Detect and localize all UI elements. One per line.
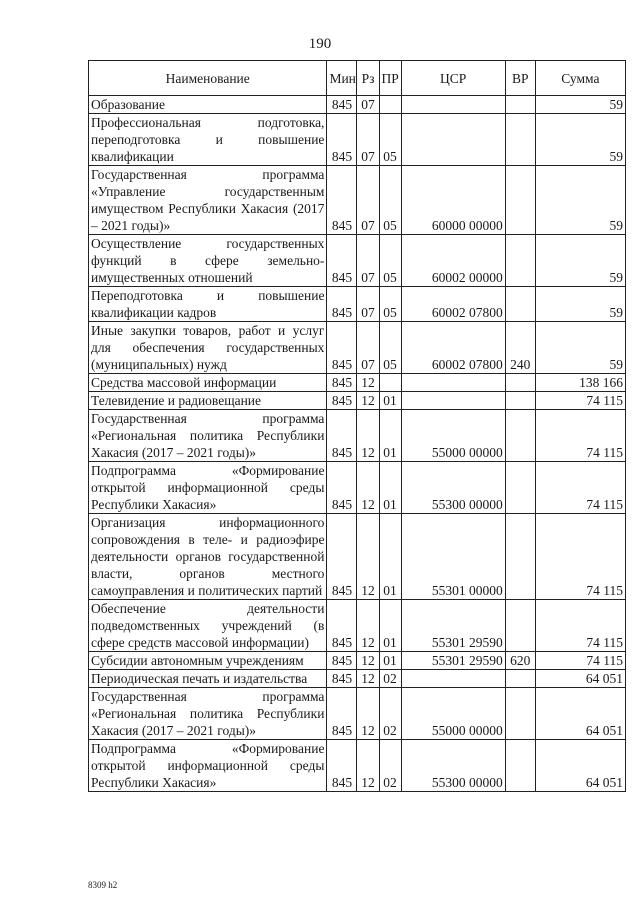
cell-min: 845 <box>327 287 357 322</box>
table-row <box>89 514 626 600</box>
cell-rz: 07 <box>357 287 379 322</box>
cell-vr <box>505 514 535 600</box>
cell-rz: 12 <box>357 374 379 392</box>
cell-name: Образование <box>89 96 327 114</box>
header-pr: ПР <box>379 61 401 96</box>
cell-rz: 07 <box>357 96 379 114</box>
cell-name: Подпрограмма «Формирование открытой информационной среды Республики Хакасия» <box>89 462 327 514</box>
cell-pr: 05 <box>379 322 401 374</box>
cell-pr <box>379 374 401 392</box>
cell-pr: 01 <box>379 514 401 600</box>
cell-name: Государственная программа «Управление государственным имуществом Республики Хакасия (2017 – 2021 годы)» <box>89 166 327 235</box>
cell-vr <box>505 374 535 392</box>
cell-sum: 64 051 <box>535 740 625 792</box>
cell-sum: 74 115 <box>535 600 625 652</box>
cell-csr <box>401 374 505 392</box>
cell-sum: 74 115 <box>535 392 625 410</box>
cell-sum: 64 051 <box>535 670 625 688</box>
cell-pr: 02 <box>379 740 401 792</box>
cell-rz: 12 <box>357 392 379 410</box>
cell-rz: 12 <box>357 740 379 792</box>
cell-name: Обеспечение деятельности подведомственных учреждений (в сфере средств массовой информации) <box>89 600 327 652</box>
cell-name: Средства массовой информации <box>89 374 327 392</box>
cell-name: Осуществление государственных функций в сфере земельно-имущественных отношений <box>89 235 327 287</box>
cell-rz: 07 <box>357 166 379 235</box>
cell-csr <box>401 670 505 688</box>
cell-min: 845 <box>327 670 357 688</box>
cell-name: Субсидии автономным учреждениям <box>89 652 327 670</box>
cell-pr: 01 <box>379 392 401 410</box>
cell-vr <box>505 462 535 514</box>
footer-code: 8309 h2 <box>88 880 118 890</box>
cell-sum: 138 166 <box>535 374 625 392</box>
cell-vr <box>505 114 535 166</box>
cell-name: Профессиональная подготовка, переподготовка и повышение квалификации <box>89 114 327 166</box>
cell-csr <box>401 96 505 114</box>
cell-rz: 12 <box>357 514 379 600</box>
cell-min: 845 <box>327 392 357 410</box>
cell-name: Государственная программа «Региональная политика Республики Хакасия (2017 – 2021 годы)» <box>89 410 327 462</box>
header-name: Наименование <box>89 61 327 96</box>
table-row <box>89 322 626 374</box>
cell-csr: 60002 07800 <box>401 287 505 322</box>
cell-csr: 55301 29590 <box>401 652 505 670</box>
cell-min: 845 <box>327 322 357 374</box>
header-vr: ВР <box>505 61 535 96</box>
cell-min: 845 <box>327 514 357 600</box>
cell-csr: 60002 07800 <box>401 322 505 374</box>
cell-sum: 59 <box>535 96 625 114</box>
cell-csr: 55301 00000 <box>401 514 505 600</box>
table-row <box>89 287 626 322</box>
cell-csr <box>401 114 505 166</box>
cell-vr <box>505 600 535 652</box>
cell-pr: 05 <box>379 287 401 322</box>
cell-rz: 12 <box>357 410 379 462</box>
cell-csr <box>401 392 505 410</box>
cell-sum: 59 <box>535 114 625 166</box>
table-row <box>89 114 626 166</box>
cell-vr <box>505 96 535 114</box>
budget-table <box>88 60 626 792</box>
table-row <box>89 652 626 670</box>
table-row <box>89 166 626 235</box>
cell-min: 845 <box>327 600 357 652</box>
cell-min: 845 <box>327 740 357 792</box>
table-row <box>89 374 626 392</box>
header-rz: Рз <box>357 61 379 96</box>
cell-rz: 12 <box>357 462 379 514</box>
cell-csr: 60000 00000 <box>401 166 505 235</box>
cell-sum: 74 115 <box>535 410 625 462</box>
header-csr: ЦСР <box>401 61 505 96</box>
cell-csr: 55301 29590 <box>401 600 505 652</box>
cell-vr <box>505 235 535 287</box>
page-number: 190 <box>308 36 332 52</box>
cell-vr: 620 <box>505 652 535 670</box>
cell-csr: 55000 00000 <box>401 410 505 462</box>
cell-min: 845 <box>327 374 357 392</box>
cell-sum: 64 051 <box>535 688 625 740</box>
cell-min: 845 <box>327 114 357 166</box>
header-min: Мин <box>327 61 357 96</box>
cell-sum: 59 <box>535 322 625 374</box>
cell-vr <box>505 410 535 462</box>
table-row <box>89 410 626 462</box>
table-row <box>89 392 626 410</box>
cell-vr <box>505 740 535 792</box>
cell-sum: 59 <box>535 287 625 322</box>
table-row <box>89 462 626 514</box>
table-row <box>89 96 626 114</box>
cell-min: 845 <box>327 235 357 287</box>
cell-pr: 01 <box>379 600 401 652</box>
cell-csr: 55300 00000 <box>401 740 505 792</box>
cell-pr <box>379 96 401 114</box>
cell-name: Организация информационного сопровождения в теле- и радиоэфире деятельности органов государственной власти, органов местного самоуправления и политических партий <box>89 514 327 600</box>
cell-sum: 59 <box>535 235 625 287</box>
cell-rz: 07 <box>357 235 379 287</box>
table-row <box>89 688 626 740</box>
cell-name: Иные закупки товаров, работ и услуг для обеспечения государственных (муниципальных) нужд <box>89 322 327 374</box>
cell-sum: 74 115 <box>535 462 625 514</box>
cell-rz: 12 <box>357 670 379 688</box>
cell-pr: 02 <box>379 688 401 740</box>
table-row <box>89 740 626 792</box>
cell-vr <box>505 392 535 410</box>
cell-vr <box>505 166 535 235</box>
table-body <box>89 96 626 792</box>
cell-min: 845 <box>327 410 357 462</box>
cell-sum: 74 115 <box>535 514 625 600</box>
table-header <box>89 61 626 96</box>
cell-csr: 55000 00000 <box>401 688 505 740</box>
cell-pr: 05 <box>379 166 401 235</box>
cell-rz: 12 <box>357 688 379 740</box>
header-sum: Сумма <box>535 61 625 96</box>
cell-vr <box>505 688 535 740</box>
table-row <box>89 235 626 287</box>
cell-name: Телевидение и радиовещание <box>89 392 327 410</box>
cell-pr: 01 <box>379 652 401 670</box>
cell-pr: 05 <box>379 235 401 287</box>
cell-name: Подпрограмма «Формирование открытой информационной среды Республики Хакасия» <box>89 740 327 792</box>
cell-min: 845 <box>327 462 357 514</box>
cell-min: 845 <box>327 96 357 114</box>
cell-pr: 01 <box>379 462 401 514</box>
cell-pr: 02 <box>379 670 401 688</box>
cell-rz: 07 <box>357 322 379 374</box>
cell-sum: 74 115 <box>535 652 625 670</box>
table-row <box>89 600 626 652</box>
cell-pr: 01 <box>379 410 401 462</box>
cell-rz: 12 <box>357 652 379 670</box>
cell-rz: 12 <box>357 600 379 652</box>
cell-min: 845 <box>327 652 357 670</box>
cell-name: Переподготовка и повышение квалификации кадров <box>89 287 327 322</box>
cell-name: Государственная программа «Региональная политика Республики Хакасия (2017 – 2021 годы)» <box>89 688 327 740</box>
cell-name: Периодическая печать и издательства <box>89 670 327 688</box>
cell-vr <box>505 670 535 688</box>
cell-min: 845 <box>327 166 357 235</box>
cell-pr: 05 <box>379 114 401 166</box>
cell-min: 845 <box>327 688 357 740</box>
cell-rz: 07 <box>357 114 379 166</box>
cell-vr <box>505 287 535 322</box>
table-row <box>89 670 626 688</box>
cell-csr: 55300 00000 <box>401 462 505 514</box>
cell-sum: 59 <box>535 166 625 235</box>
cell-csr: 60002 00000 <box>401 235 505 287</box>
cell-vr: 240 <box>505 322 535 374</box>
